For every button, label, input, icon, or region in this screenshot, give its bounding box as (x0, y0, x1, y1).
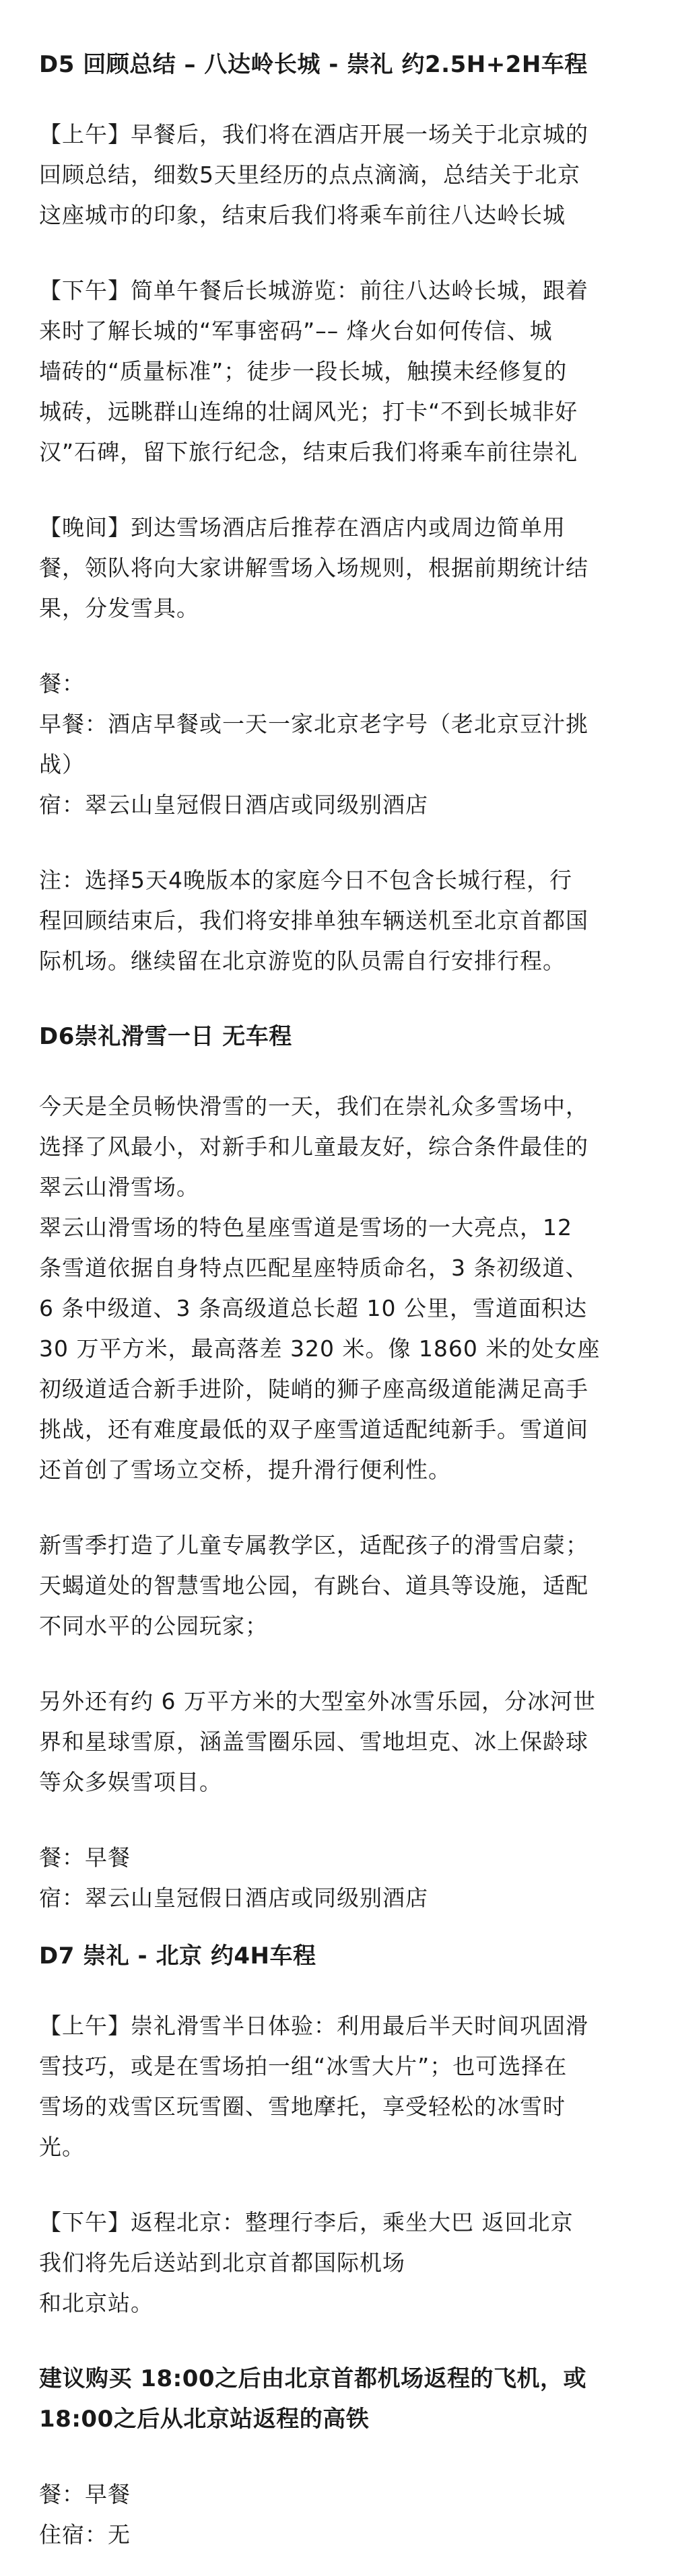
day5-evening-line: 【晚间】到达雪场酒店后推荐在酒店内或周边简单用 (39, 514, 566, 541)
day7-advice (39, 2359, 639, 2439)
day5-morning-line: 回顾总结，细数5天里经历的点点滴滴，总结关于北京 (39, 162, 580, 188)
day6-intro-line: 还首创了雪场立交桥，提升滑行便利性。 (39, 1457, 451, 1483)
day5-note (39, 860, 639, 981)
day7-morning-line: 【上午】崇礼滑雪半日体验：利用最后半天时间巩固滑 (39, 2013, 588, 2039)
day7-morning-line: 雪技巧，或是在雪场拍一组“冰雪大片”；也可选择在 (39, 2053, 568, 2079)
day7-afternoon-line: 【下午】返程北京：整理行李后，乘坐大巴 返回北京 (39, 2209, 574, 2235)
day5-afternoon-line: 汉”石碑，留下旅行纪念，结束后我们将乘车前往崇礼 (39, 439, 578, 465)
day5-evening (39, 508, 639, 629)
day6-stay: 宿：翠云山皇冠假日酒店或同级别酒店 (39, 1885, 428, 1911)
day7-advice-line: 建议购买 18:00之后由北京首都机场返程的飞机，或 (39, 2365, 587, 2392)
day6-section (39, 1020, 639, 1918)
day6-kids-line: 新雪季打造了儿童专属教学区，适配孩子的滑雪启蒙； (39, 1532, 588, 1558)
day6-intro-line: 6 条中级道、3 条高级道总长超 10 公里，雪道面积达 (39, 1295, 587, 1321)
day6-kids-line: 天蝎道处的智慧雪地公园，有跳台、道具等设施，适配 (39, 1572, 588, 1599)
day6-park-line: 等众多娱雪项目。 (39, 1769, 222, 1795)
day6-park (39, 1681, 639, 1803)
day7-morning (39, 2006, 639, 2167)
day7-morning-line: 光。 (39, 2134, 85, 2160)
day5-section (39, 48, 639, 981)
day7-meals: 餐：早餐 (39, 2481, 131, 2507)
day6-intro-line: 翠云山滑雪场的特色星座雪道是雪场的一大亮点，12 (39, 1214, 572, 1241)
day7-afternoon-line: 我们将先后送站到北京首都国际机场 (39, 2250, 405, 2276)
day5-stay: 宿：翠云山皇冠假日酒店或同级别酒店 (39, 792, 428, 818)
day5-afternoon-line: 城砖，远眺群山连绵的壮阔风光；打卡“不到长城非好 (39, 398, 578, 425)
day5-morning (39, 114, 639, 236)
day6-intro (39, 1086, 639, 1490)
day5-meals-line: 战） (39, 751, 85, 777)
day7-meals-stay (39, 2474, 639, 2555)
day6-intro-line: 挑战，还有难度最低的双子座雪道适配纯新手。雪道间 (39, 1416, 588, 1442)
day5-morning-line: 这座城市的印象，结束后我们将乘车前往八达岭长城 (39, 202, 566, 228)
day7-afternoon-line: 和北京站。 (39, 2290, 154, 2316)
day5-afternoon-line: 墙砖的“质量标准”；徒步一段长城，触摸未经修复的 (39, 358, 568, 384)
day5-note-line: 际机场。继续留在北京游览的队员需自行安排行程。 (39, 948, 566, 974)
day6-title: D6崇礼滑雪一日 无车程 (39, 1023, 292, 1050)
day6-park-line: 界和星球雪原，涵盖雪圈乐园、雪地坦克、冰上保龄球 (39, 1729, 588, 1755)
day5-afternoon-line: 【下午】简单午餐后长城游览：前往八达岭长城，跟着 (39, 277, 588, 304)
day7-title: D7 崇礼 - 北京 约4H车程 (39, 1943, 316, 1970)
day5-meals-stay (39, 664, 639, 825)
day6-park-line: 另外还有约 6 万平方米的大型室外冰雪乐园，分冰河世 (39, 1688, 596, 1714)
day6-kids-line: 不同水平的公园玩家； (39, 1613, 268, 1639)
day6-meals-stay (39, 1838, 639, 1918)
day7-afternoon (39, 2202, 639, 2324)
day6-intro-line: 初级道适合新手进阶，陡峭的狮子座高级道能满足高手 (39, 1376, 588, 1402)
day7-advice-line: 18:00之后从北京站返程的高铁 (39, 2406, 370, 2433)
day5-note-line: 程回顾结束后，我们将安排单独车辆送机至北京首都国 (39, 907, 588, 934)
day5-morning-line: 【上午】早餐后，我们将在酒店开展一场关于北京城的 (39, 121, 588, 147)
day6-kids (39, 1525, 639, 1646)
day5-meals-line: 早餐：酒店早餐或一天一家北京老字号（老北京豆汁挑 (39, 711, 588, 737)
day5-note-line: 注：选择5天4晚版本的家庭今日不包含长城行程，行 (39, 867, 572, 893)
day5-meals-label: 餐： (39, 670, 85, 697)
day6-intro-line: 今天是全员畅快滑雪的一天，我们在崇礼众多雪场中， (39, 1093, 588, 1119)
day5-afternoon-line: 来时了解长城的“军事密码”–– 烽火台如何传信、城 (39, 318, 553, 344)
day6-intro-line: 30 万平方米，最高落差 320 米。像 1860 米的处女座 (39, 1335, 601, 1362)
day7-stay: 住宿：无 (39, 2521, 131, 2548)
day5-evening-line: 餐，领队将向大家讲解雪场入场规则，根据前期统计结 (39, 555, 588, 581)
day6-intro-line: 条雪道依据自身特点匹配星座特质命名，3 条初级道、 (39, 1255, 588, 1281)
day7-morning-line: 雪场的戏雪区玩雪圈、雪地摩托，享受轻松的冰雪时 (39, 2093, 566, 2120)
day6-meals: 餐：早餐 (39, 1844, 131, 1871)
day6-intro-line: 选择了风最小，对新手和儿童最友好，综合条件最佳的 (39, 1134, 588, 1160)
day5-title: D5 回顾总结 – 八达岭长城 - 崇礼 约2.5H+2H车程 (39, 51, 588, 78)
day7-section (39, 1940, 639, 2555)
day5-evening-line: 果，分发雪具。 (39, 595, 199, 621)
day5-afternoon (39, 271, 639, 473)
day6-intro-line: 翠云山滑雪场。 (39, 1174, 199, 1200)
